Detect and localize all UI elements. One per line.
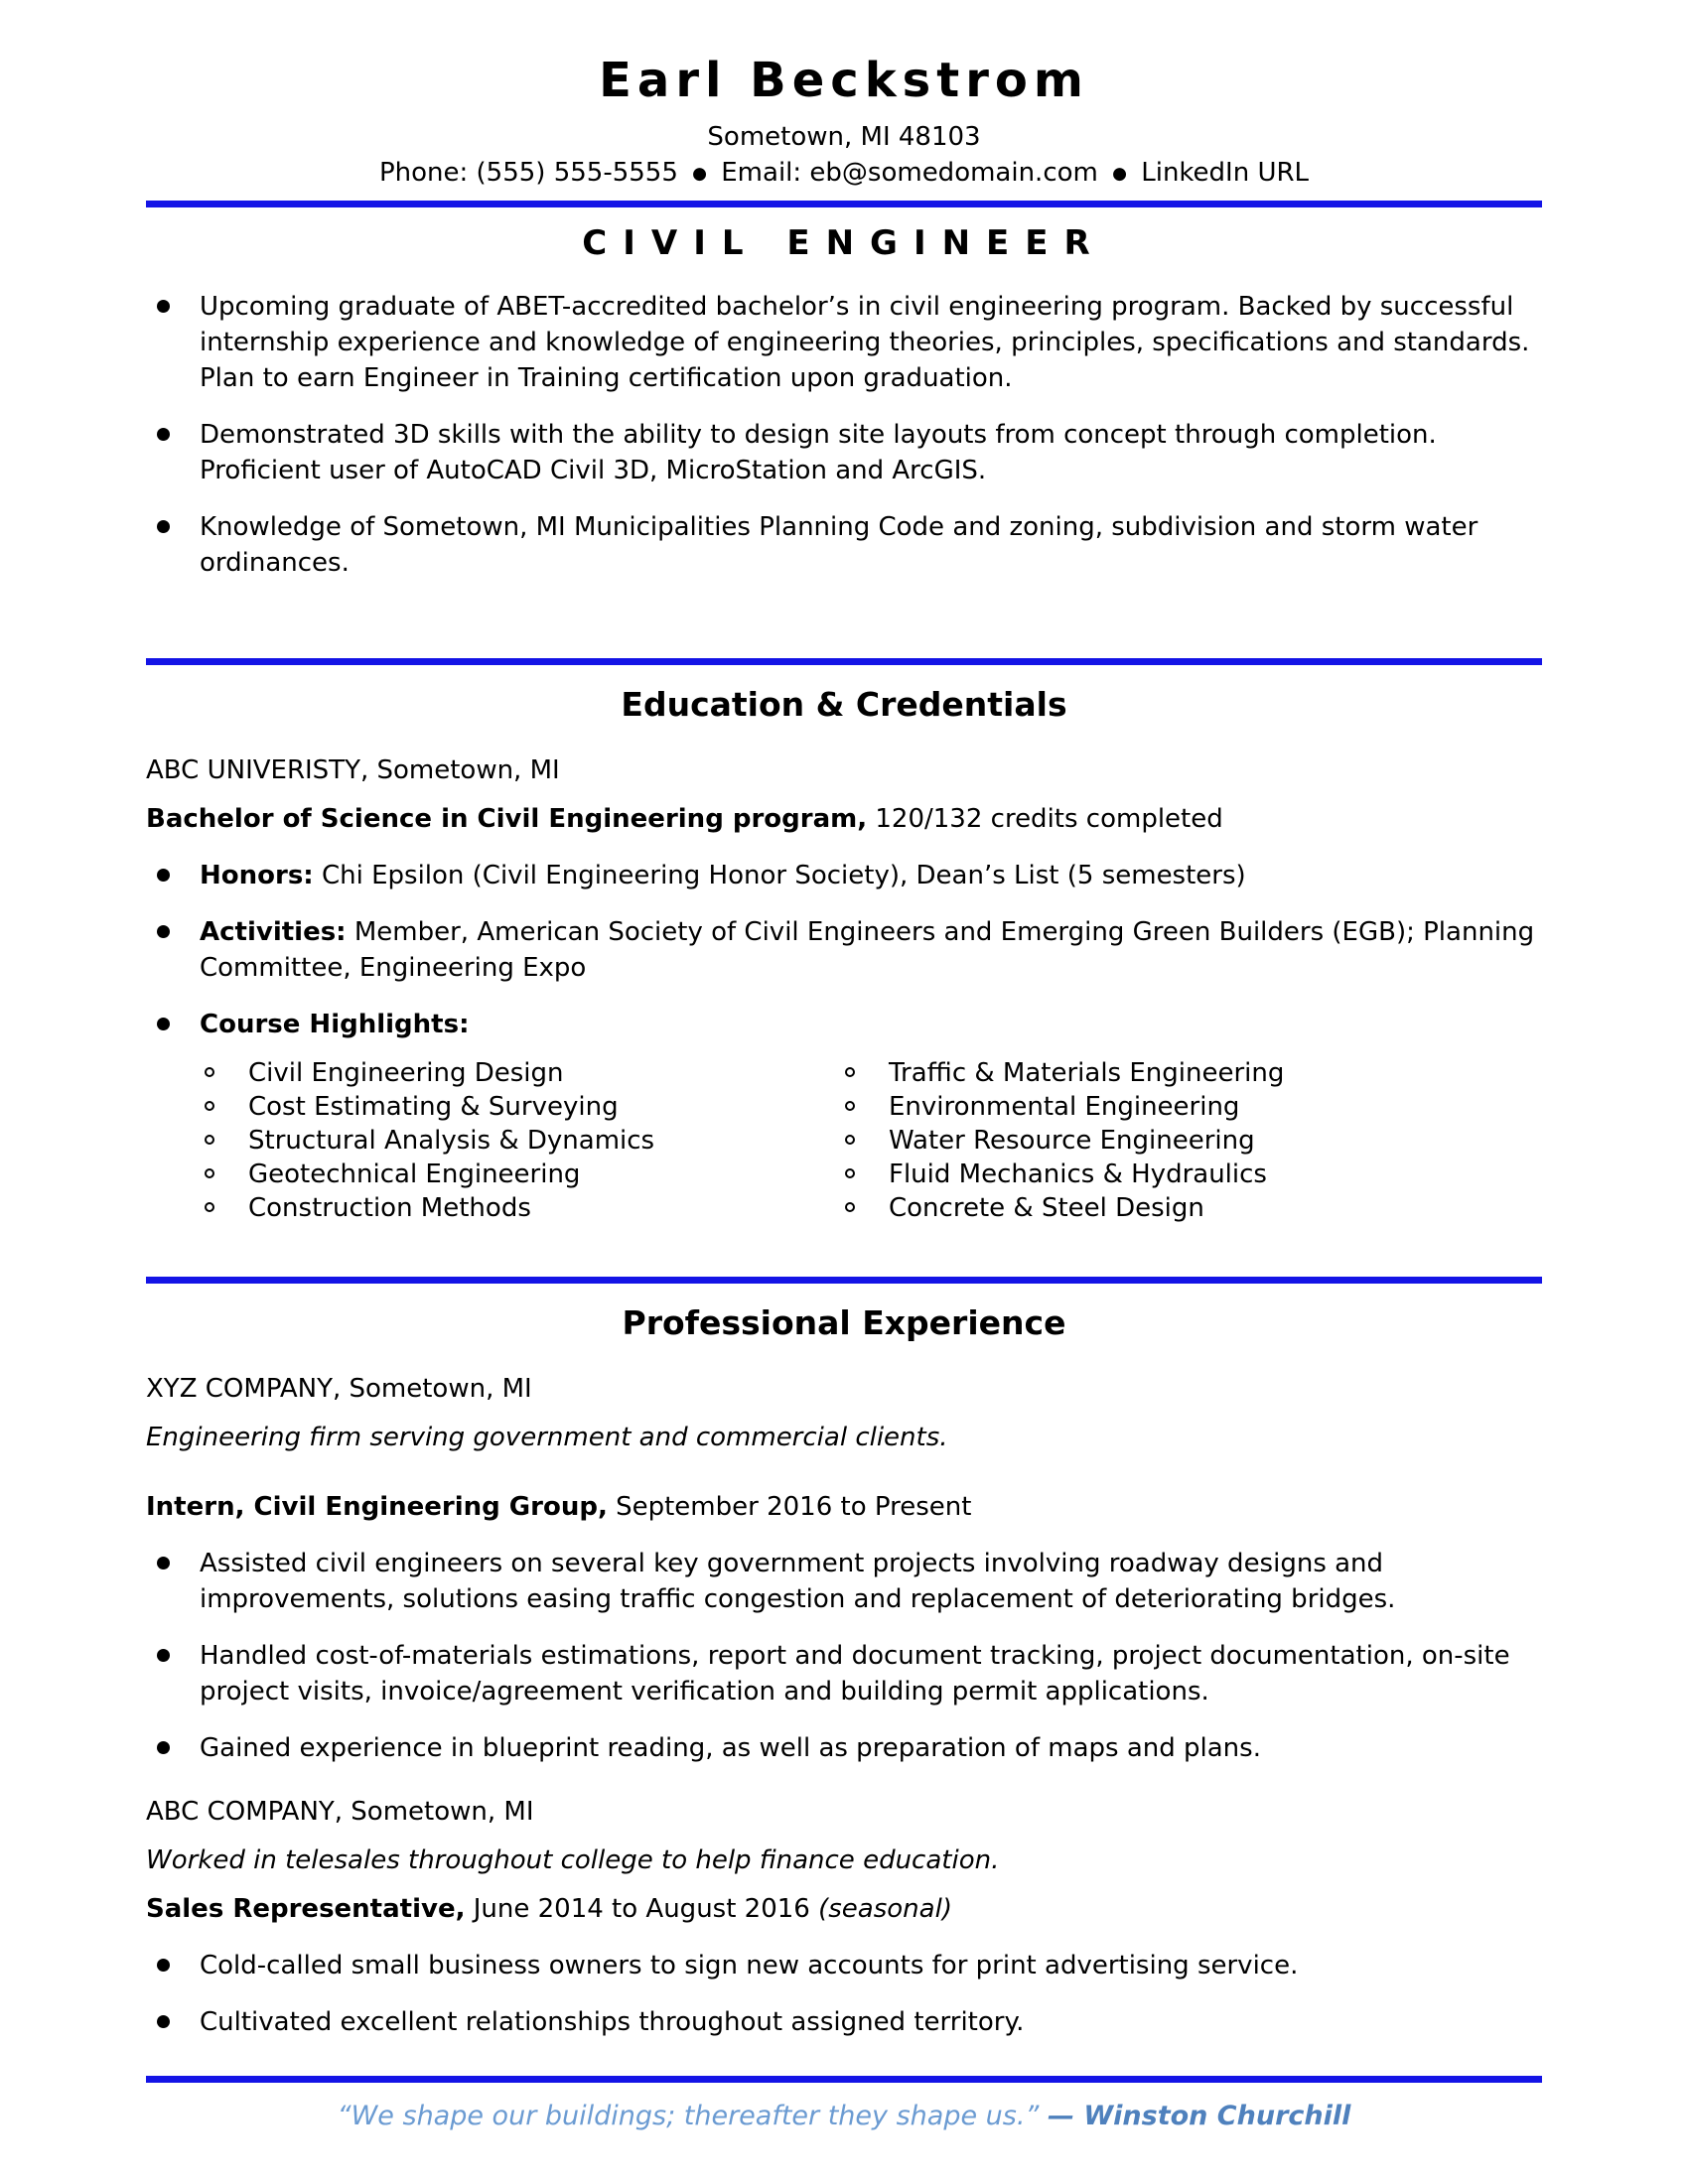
circle-bullet-icon — [205, 1135, 214, 1145]
linkedin-text: LinkedIn URL — [1141, 158, 1310, 188]
course-item — [203, 1158, 843, 1191]
degree-name: Bachelor of Science in Civil Engineering program, — [146, 804, 868, 834]
course-item — [843, 1124, 1483, 1158]
course-item — [203, 1090, 843, 1124]
company-description: Worked in telesales throughout college to help finance education. — [146, 1845, 1000, 1875]
candidate-name: Earl Beckstrom — [599, 53, 1089, 108]
degree-credits: 120/132 credits completed — [875, 804, 1223, 834]
circle-bullet-icon — [205, 1101, 214, 1111]
summary-bullet — [146, 509, 1542, 581]
bullet-icon — [157, 300, 170, 313]
experience-bullet-text: Cultivated excellent relationships throughout assigned territory. — [200, 2007, 1025, 2037]
bullet-icon — [157, 520, 170, 533]
header — [146, 52, 1542, 192]
company-line: XYZ COMPANY, Sometown, MI — [146, 1374, 532, 1404]
circle-bullet-icon — [205, 1168, 214, 1178]
bullet-icon — [157, 2015, 170, 2028]
degree-line — [146, 801, 1542, 837]
course-name: Construction Methods — [248, 1193, 531, 1223]
quote-attribution: — Winston Churchill — [1048, 2101, 1351, 2131]
summary-bullet-text: Upcoming graduate of ABET-accredited bachelor’s in civil engineering program. Backed by successful internship experience and knowledge of engineering theories, principles, specifications and standards. Plan to earn Engineer in Training certification upon graduation. — [200, 292, 1530, 393]
school-line: ABC UNIVERISTY, Sometown, MI — [146, 755, 560, 785]
education-heading: Education & Credentials — [621, 685, 1067, 724]
circle-bullet-icon — [205, 1067, 214, 1077]
bullet-icon — [157, 1959, 170, 1972]
course-name: Fluid Mechanics & Hydraulics — [889, 1160, 1267, 1189]
role-line — [146, 1489, 1542, 1525]
circle-bullet-icon — [845, 1202, 855, 1212]
role-title: Intern, Civil Engineering Group, — [146, 1492, 608, 1522]
experience-bullet-text: Gained experience in blueprint reading, as well as preparation of maps and plans. — [200, 1733, 1261, 1763]
experience-bullet-text: Cold-called small business owners to sign new accounts for print advertising service. — [200, 1951, 1299, 1980]
course-name: Structural Analysis & Dynamics — [248, 1126, 655, 1156]
candidate-location: Sometown, MI 48103 — [707, 122, 981, 152]
circle-bullet-icon — [845, 1067, 855, 1077]
activities-text — [200, 914, 1542, 986]
course-name: Cost Estimating & Surveying — [248, 1092, 619, 1122]
summary-bullet — [146, 289, 1542, 396]
summary-bullet — [146, 417, 1542, 488]
course-name: Water Resource Engineering — [889, 1126, 1255, 1156]
circle-bullet-icon — [845, 1101, 855, 1111]
section-divider — [146, 658, 1542, 665]
activities-value: Member, American Society of Civil Engineers and Emerging Green Builders (EGB); Planning Committee, Engineering Expo — [200, 917, 1535, 983]
bullet-separator-icon: ● — [692, 164, 707, 184]
course-column-2 — [843, 1056, 1483, 1225]
role-dates: September 2016 to Present — [616, 1492, 972, 1522]
role-note: (seasonal) — [818, 1894, 952, 1924]
role-title: Sales Representative, — [146, 1894, 466, 1924]
company-line: ABC COMPANY, Sometown, MI — [146, 1797, 534, 1827]
role-line — [146, 1891, 1542, 1927]
activities-bullet — [146, 914, 1542, 986]
section-divider — [146, 1277, 1542, 1284]
honors-text — [200, 858, 1542, 893]
honors-value: Chi Epsilon (Civil Engineering Honor Society), Dean’s List (5 semesters) — [321, 861, 1246, 890]
course-name: Civil Engineering Design — [248, 1058, 564, 1088]
bullet-icon — [157, 925, 170, 938]
course-item — [203, 1056, 843, 1090]
bullet-icon — [157, 869, 170, 882]
role-dates: June 2014 to August 2016 — [473, 1894, 810, 1924]
bullet-icon — [157, 428, 170, 441]
course-name: Traffic & Materials Engineering — [889, 1058, 1285, 1088]
circle-bullet-icon — [845, 1168, 855, 1178]
experience-bullet — [146, 2004, 1542, 2040]
course-list — [146, 1056, 1542, 1225]
course-item — [843, 1158, 1483, 1191]
course-item — [203, 1191, 843, 1225]
course-item — [843, 1090, 1483, 1124]
course-item — [203, 1124, 843, 1158]
honors-label: Honors: — [200, 861, 314, 890]
circle-bullet-icon — [205, 1202, 214, 1212]
honors-bullet — [146, 858, 1542, 893]
experience-bullet — [146, 1546, 1542, 1617]
email-text: Email: eb@somedomain.com — [721, 158, 1098, 188]
bullet-icon — [157, 1649, 170, 1662]
bullet-icon — [157, 1018, 170, 1030]
course-column-1 — [203, 1056, 843, 1225]
bullet-separator-icon: ● — [1112, 164, 1127, 184]
circle-bullet-icon — [845, 1135, 855, 1145]
bullet-icon — [157, 1557, 170, 1570]
experience-bullet — [146, 1730, 1542, 1766]
experience-heading: Professional Experience — [622, 1303, 1066, 1342]
course-item — [843, 1056, 1483, 1090]
course-highlights-bullet — [146, 1007, 1542, 1042]
experience-bullet-text: Assisted civil engineers on several key government projects involving roadway designs and improvements, solutions easing traffic congestion and replacement of deteriorating bridges. — [200, 1549, 1396, 1614]
course-name: Environmental Engineering — [889, 1092, 1240, 1122]
quote-text: “We shape our buildings; thereafter they shape us.” — [337, 2101, 1040, 2131]
course-highlights-label: Course Highlights: — [200, 1010, 470, 1039]
resume-title: CIVIL ENGINEER — [582, 223, 1106, 263]
activities-label: Activities: — [200, 917, 347, 947]
experience-bullet — [146, 1638, 1542, 1709]
phone-text: Phone: (555) 555-5555 — [378, 158, 678, 188]
section-divider — [146, 2076, 1542, 2083]
summary-bullet-text: Knowledge of Sometown, MI Municipalities Planning Code and zoning, subdivision and storm water ordinances. — [200, 512, 1478, 578]
summary-bullet-text: Demonstrated 3D skills with the ability to design site layouts from concept through completion. Proficient user of AutoCAD Civil 3D, MicroStation and ArcGIS. — [200, 420, 1437, 485]
course-name: Geotechnical Engineering — [248, 1160, 581, 1189]
course-item — [843, 1191, 1483, 1225]
footer-quote — [146, 2099, 1542, 2134]
company-description: Engineering firm serving government and commercial clients. — [146, 1423, 948, 1452]
contact-line — [146, 155, 1542, 192]
experience-bullet-text: Handled cost-of-materials estimations, report and document tracking, project documentation, on-site project visits, invoice/agreement verification and building permit applications. — [200, 1641, 1510, 1706]
bullet-icon — [157, 1741, 170, 1754]
section-divider — [146, 201, 1542, 207]
course-name: Concrete & Steel Design — [889, 1193, 1204, 1223]
experience-bullet — [146, 1948, 1542, 1983]
